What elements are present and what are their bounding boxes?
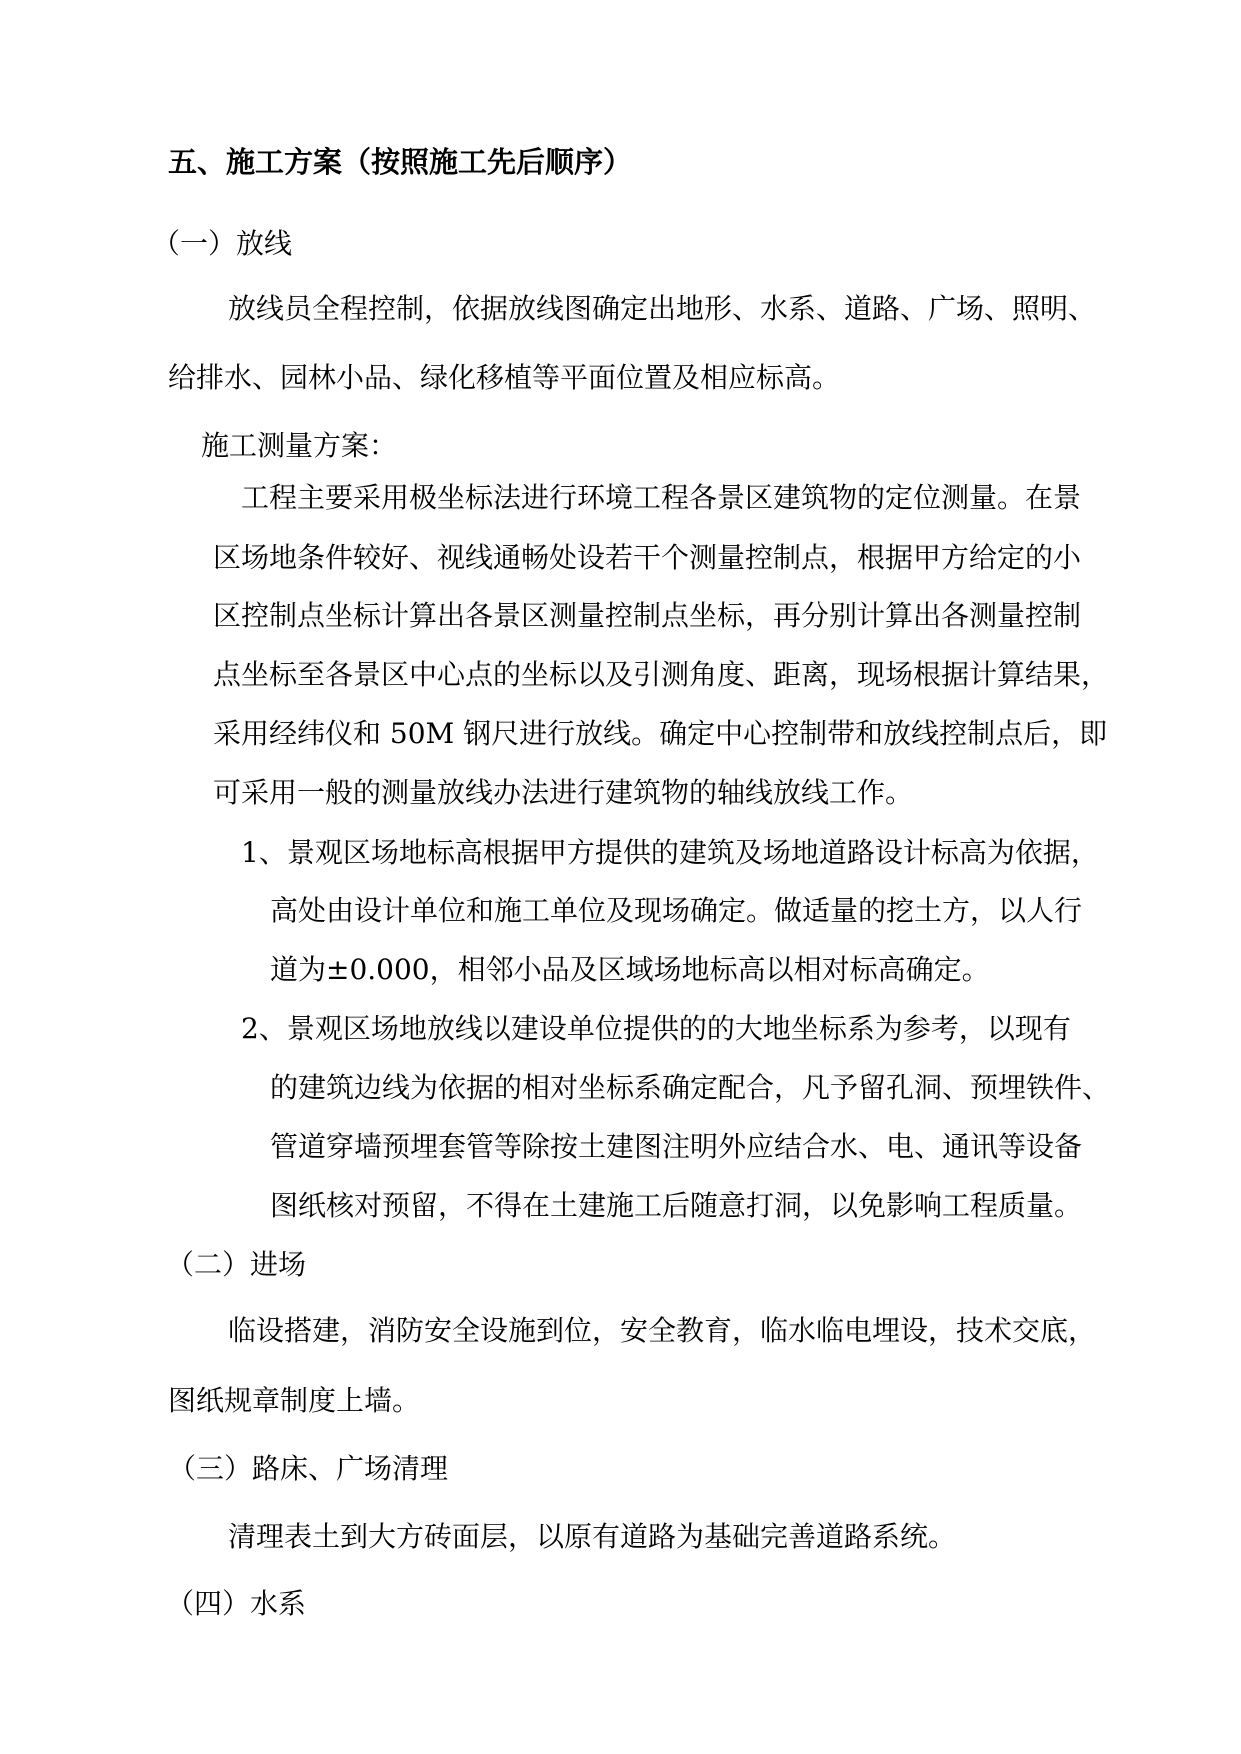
list-item-2-line: 2、景观区场地放线以建设单位提供的的大地坐标系为参考，以现有 bbox=[241, 1012, 1071, 1045]
paragraph-line: 图纸规章制度上墙。 bbox=[168, 1384, 421, 1417]
list-item-2-line: 图纸核对预留，不得在土建施工后随意打洞，以免影响工程质量。 bbox=[270, 1189, 1083, 1222]
list-item-1-line: 1、景观区场地标高根据甲方提供的建筑及场地道路设计标高为依据， bbox=[241, 836, 1099, 869]
paragraph-line: 区场地条件较好、视线通畅处设若干个测量控制点，根据甲方给定的小 bbox=[213, 541, 1082, 574]
section-title-2: （二）进场 bbox=[166, 1248, 307, 1281]
main-heading: 五、施工方案（按照施工先后顺序） bbox=[168, 145, 633, 179]
subtitle-survey-plan: 施工测量方案： bbox=[201, 429, 398, 462]
list-item-2-line: 管道穿墙预埋套管等除按土建图注明外应结合水、电、通讯等设备 bbox=[270, 1130, 1083, 1163]
paragraph-line: 可采用一般的测量放线办法进行建筑物的轴线放线工作。 bbox=[213, 776, 914, 809]
paragraph-line: 区控制点坐标计算出各景区测量控制点坐标，再分别计算出各测量控制 bbox=[213, 599, 1082, 632]
paragraph-line: 点坐标至各景区中心点的坐标以及引测角度、距离，现场根据计算结果， bbox=[213, 658, 1110, 691]
paragraph-line: 给排水、园林小品、绿化移植等平面位置及相应标高。 bbox=[168, 361, 841, 394]
section-title-3: （三）路床、广场清理 bbox=[168, 1452, 449, 1485]
section-title-4: （四）水系 bbox=[166, 1587, 307, 1620]
list-item-1-line: 高处由设计单位和施工单位及现场确定。做适量的挖土方，以人行 bbox=[270, 894, 1083, 927]
paragraph-line: 工程主要采用极坐标法进行环境工程各景区建筑物的定位测量。在景 bbox=[241, 481, 1082, 514]
paragraph-line: 放线员全程控制，依据放线图确定出地形、水系、道路、广场、照明、 bbox=[228, 292, 1097, 325]
list-item-2-line: 的建筑边线为依据的相对坐标系确定配合，凡予留孔洞、预埋铁件、 bbox=[270, 1071, 1111, 1104]
paragraph-line: 清理表土到大方砖面层，以原有道路为基础完善道路系统。 bbox=[228, 1520, 957, 1553]
paragraph-line: 临设搭建，消防安全设施到位，安全教育，临水临电埋设，技术交底， bbox=[228, 1314, 1097, 1347]
paragraph-line: 采用经纬仪和 50M 钢尺进行放线。确定中心控制带和放线控制点后，即 bbox=[213, 717, 1108, 750]
list-item-1-line: 道为±0.000，相邻小品及区域场地标高以相对标高确定。 bbox=[270, 953, 990, 986]
section-title-1: （一）放线 bbox=[152, 227, 293, 260]
